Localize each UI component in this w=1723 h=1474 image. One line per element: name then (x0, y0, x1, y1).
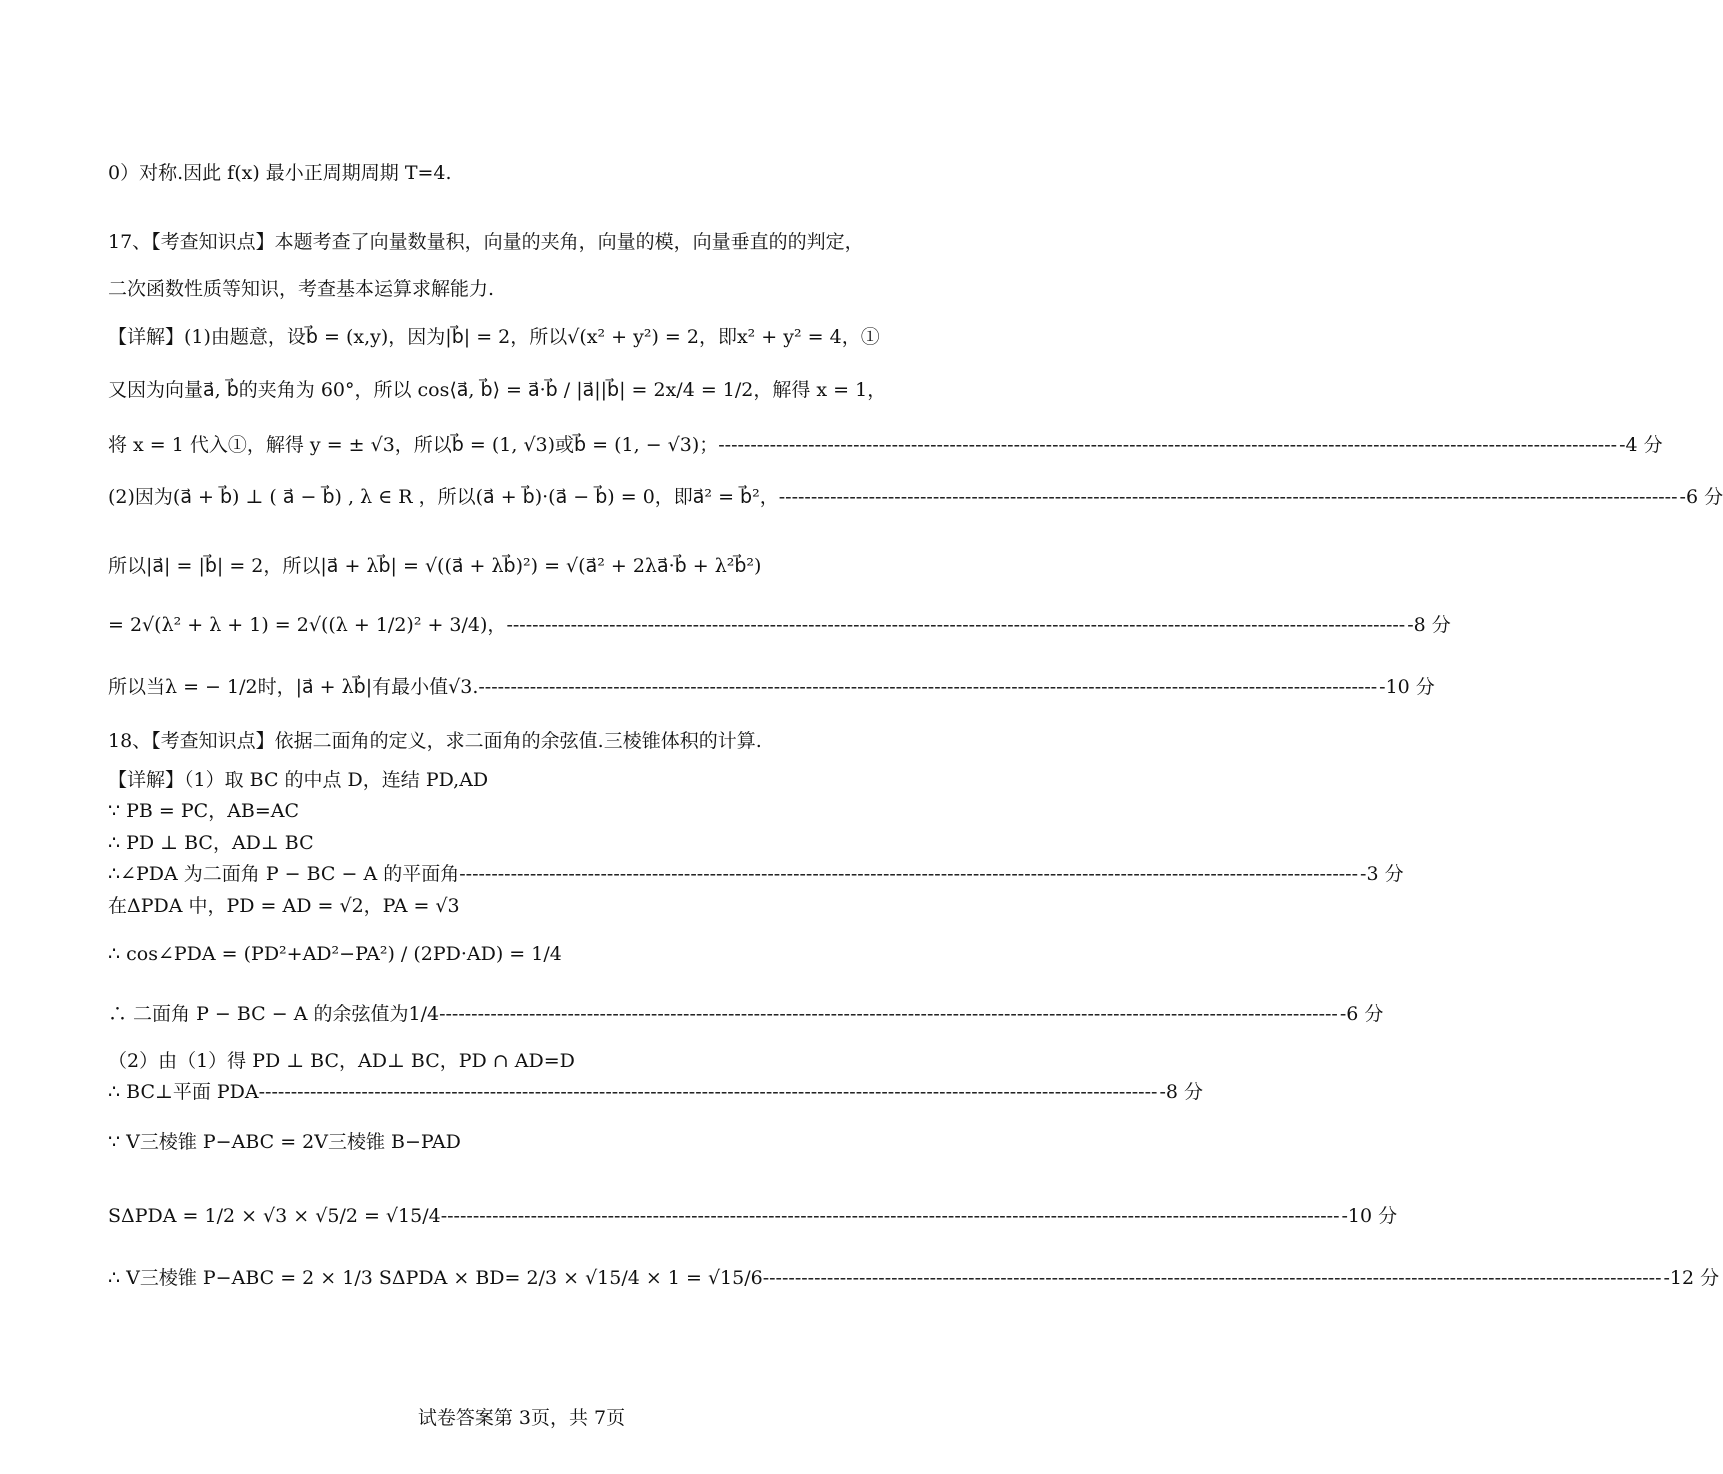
line-text: （2）由（1）得 PD ⊥ BC，AD⊥ BC，PD ∩ AD=D (108, 1050, 575, 1072)
line-text: ∵ PB = PC，AB=AC (108, 800, 300, 822)
text-line (108, 1203, 1398, 1229)
dash-leader: -------------------------------------------------------------------------------------------------------------------------------------------- (718, 434, 1618, 456)
text-line (108, 941, 931, 967)
text-line (108, 484, 1723, 510)
line-text: ∴ PD ⊥ BC，AD⊥ BC (108, 832, 314, 854)
line-text: 将 x = 1 代入①，解得 y = ± √3，所以b⃗ = (1, √3)或b⃗ = (1, − √3)； (108, 434, 719, 456)
line-text: ∴ BC⊥平面 PDA (108, 1081, 259, 1103)
text-line (108, 553, 931, 579)
page-footer: 试卷答案第 3页，共 7页 (417, 1407, 626, 1429)
score: -12 分 (1663, 1267, 1720, 1289)
score: -6 分 (1339, 1003, 1384, 1025)
text-line (108, 728, 931, 754)
text-line (108, 1048, 931, 1074)
line-text: 又因为向量a⃗, b⃗的夹角为 60°，所以 cos⟨a⃗, b⃗⟩ = a⃗·b⃗ / |a⃗||b⃗| = 2x/4 = 1/2，解得 x = 1， (108, 379, 887, 401)
text-line (108, 830, 931, 856)
line-text: ∴ V三棱锥 P−ABC = 2 × 1/3 SΔPDA × BD= 2/3 × √15/4 × 1 = √15/6 (108, 1267, 763, 1289)
text-line (108, 1079, 1203, 1105)
text-line (108, 1265, 1720, 1291)
dash-leader: -------------------------------------------------------------------------------------------------------------------------------------------- (506, 614, 1406, 636)
dash-leader: -------------------------------------------------------------------------------------------------------------------------------------------- (258, 1081, 1158, 1103)
line-text: ∵ V三棱锥 P−ABC = 2V三棱锥 B−PAD (108, 1131, 461, 1153)
line-text: 所以当λ = − 1/2时，|a⃗ + λb⃗|有最小值√3. (108, 676, 479, 698)
text-line (108, 798, 931, 824)
score: -10 分 (1379, 676, 1435, 698)
line-text: SΔPDA = 1/2 × √3 × √5/2 = √15/4 (108, 1205, 441, 1227)
line-text: ∴ 二面角 P − BC − A 的余弦值为1/4 (108, 1003, 440, 1025)
score: -8 分 (1407, 614, 1451, 636)
line-text: = 2√(λ² + λ + 1) = 2√((λ + 1/2)² + 3/4)， (108, 614, 507, 636)
dash-leader: -------------------------------------------------------------------------------------------------------------------------------------------- (440, 1205, 1340, 1227)
text-line (108, 893, 931, 919)
line-text: 17、【考查知识点】本题考查了向量数量积，向量的夹角，向量的模，向量垂直的的判定， (108, 231, 864, 253)
dash-leader: -------------------------------------------------------------------------------------------------------------------------------------------- (778, 486, 1678, 508)
score: -8 分 (1159, 1081, 1203, 1103)
score: -4 分 (1619, 434, 1663, 456)
text-line (108, 276, 931, 302)
dash-leader: -------------------------------------------------------------------------------------------------------------------------------------------- (439, 1003, 1338, 1025)
line-text: 二次函数性质等知识，考查基本运算求解能力. (108, 278, 495, 300)
text-line (108, 612, 1451, 638)
text-line (108, 377, 931, 403)
text-line (108, 229, 931, 255)
line-text: 【详解】(1)由题意，设b⃗ = (x,y)，因为|b⃗| = 2，所以√(x² + y²) = 2，即x² + y² = 4，① (108, 326, 880, 348)
score: -10 分 (1341, 1205, 1398, 1227)
line-text: 在ΔPDA 中，PD = AD = √2，PA = √3 (108, 895, 460, 917)
dash-leader: -------------------------------------------------------------------------------------------------------------------------------------------- (762, 1267, 1662, 1289)
line-text: (2)因为(a⃗ + b⃗) ⊥ ( a⃗ − b⃗) , λ ∈ R ，所以(a⃗ + b⃗)·(a⃗ − b⃗) = 0，即a⃗² = b⃗²， (108, 486, 779, 508)
text-line (108, 861, 1404, 887)
text-line (108, 160, 931, 186)
score: -6 分 (1679, 486, 1723, 508)
text-line (108, 324, 931, 350)
dash-leader: -------------------------------------------------------------------------------------------------------------------------------------------- (478, 676, 1378, 698)
text-line (108, 1001, 1384, 1027)
line-text: ∴ cos∠PDA = (PD²+AD²−PA²) / (2PD·AD) = 1/4 (108, 943, 562, 965)
text-line (108, 767, 931, 793)
text-line (108, 1129, 931, 1155)
line-text: 18、【考查知识点】依据二面角的定义，求二面角的余弦值.三棱锥体积的计算. (108, 730, 762, 752)
text-line (108, 674, 1435, 700)
line-text: 所以|a⃗| = |b⃗| = 2，所以|a⃗ + λb⃗| = √((a⃗ + λb⃗)²) = √(a⃗² + 2λa⃗·b⃗ + λ²b⃗²) (108, 555, 762, 577)
line-text: ∴∠PDA 为二面角 P − BC − A 的平面角 (108, 863, 460, 885)
dash-leader: -------------------------------------------------------------------------------------------------------------------------------------------- (459, 863, 1359, 885)
text-line (108, 432, 1663, 458)
score: -3 分 (1360, 863, 1404, 885)
line-text: 【详解】（1）取 BC 的中点 D，连结 PD,AD (108, 769, 489, 791)
line-text: 0）对称.因此 f(x) 最小正周期周期 T=4. (108, 162, 452, 184)
